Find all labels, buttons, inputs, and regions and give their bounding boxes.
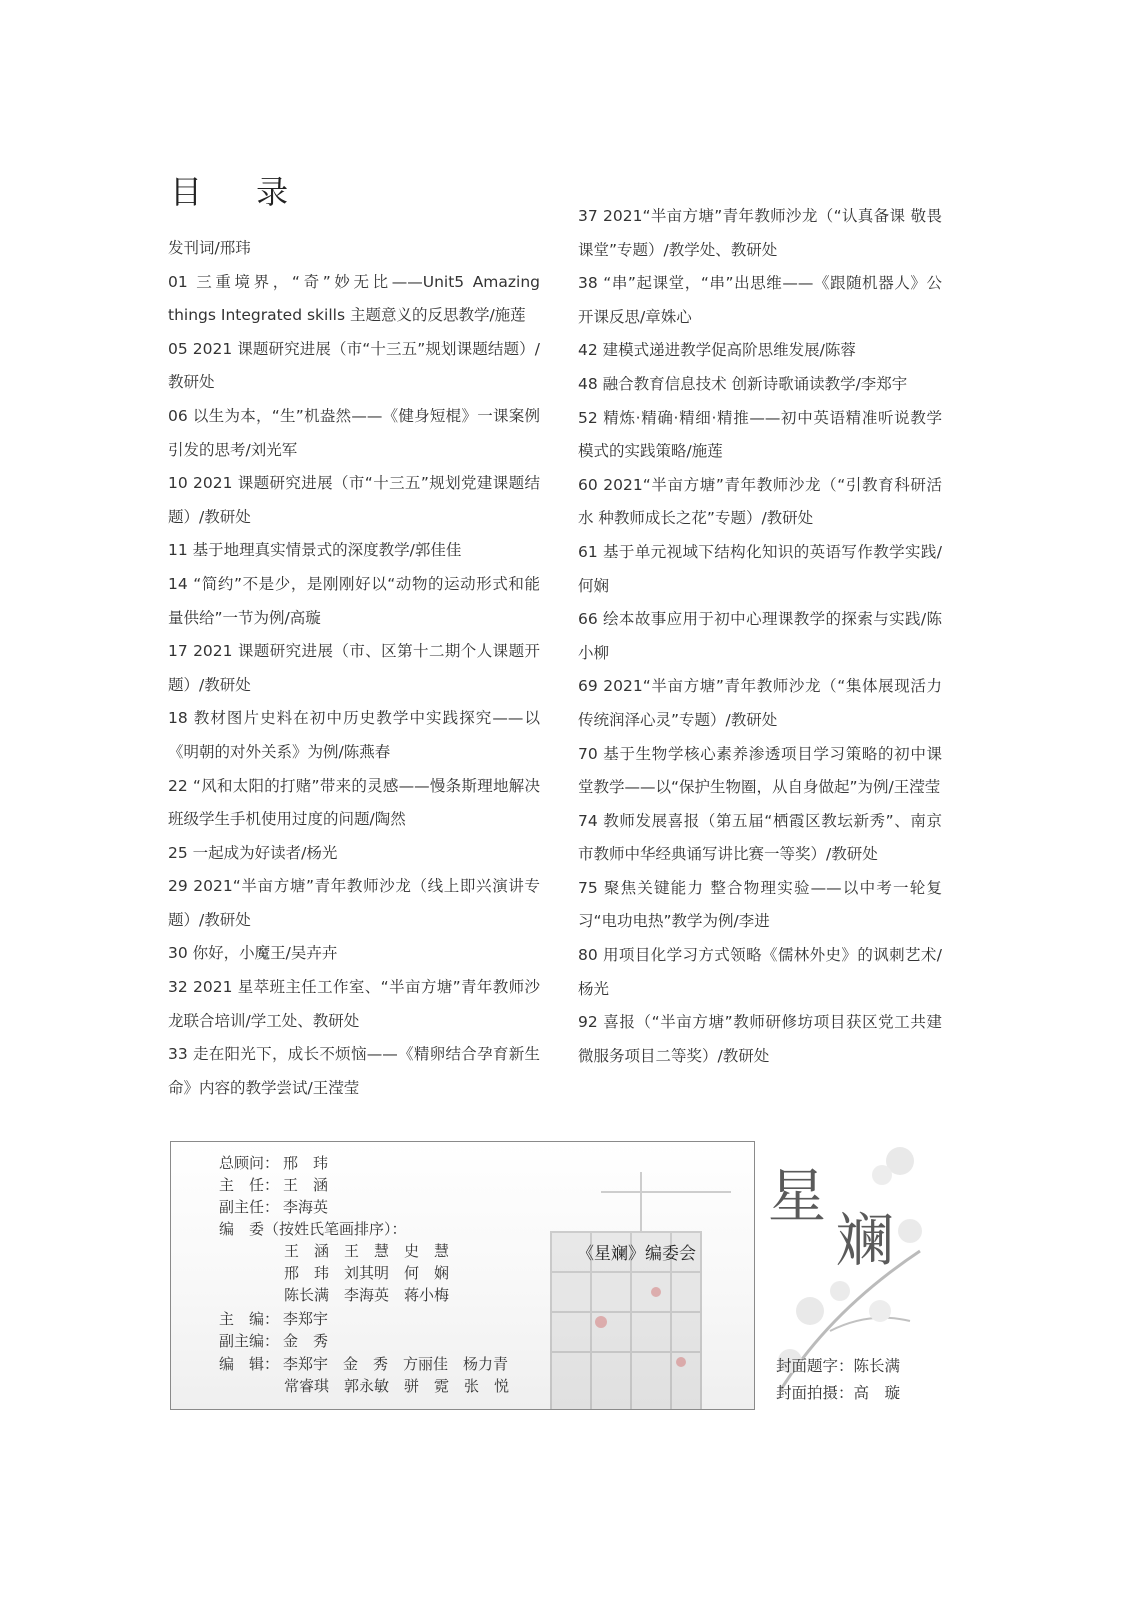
cover-inscription-credit: 封面题字：陈长满 [776,1357,901,1375]
committee-line: 陈长满 李海英 蒋小梅 [284,1286,450,1304]
toc-entry[interactable]: 37 2021“半亩方塘”青年教师沙龙（“认真备课 敬畏课堂”专题）/教学处、教研处 [578,207,942,259]
vice-chief-name: 金 秀 [283,1332,329,1350]
editors-names: 李郑宇 金 秀 方丽佳 杨力青 [283,1355,509,1373]
toc-entry[interactable]: 10 2021 课题研究进展（市“十三五”规划党建课题结题）/教研处 [168,474,540,526]
toc-entry[interactable]: 01 三重境界，“奇”妙无比——Unit5 Amazing things Integrated skills 主题意义的反思教学/施莲 [168,272,540,325]
toc-entry[interactable]: 30 你好，小魔王/吴卉卉 [168,944,338,963]
editors-label: 编 辑： [219,1355,280,1373]
board-name: 《星斓》编委会 [577,1244,696,1264]
advisor-name: 邢 玮 [283,1154,329,1172]
toc-entry[interactable]: 33 走在阳光下，成长不烦恼——《精卵结合孕育新生命》内容的教学尝试/王滢莹 [168,1045,540,1097]
committee-line: 邢 玮 刘其明 何 娴 [284,1264,450,1282]
chief-editor-name: 李郑宇 [283,1310,329,1328]
advisor-label: 总顾问： [219,1154,280,1172]
toc-entry[interactable]: 22 “风和太阳的打赌”带来的灵感——慢条斯理地解决班级学生手机使用过度的问题/陶然 [168,776,540,829]
toc-entry[interactable]: 61 基于单元视域下结构化知识的英语写作教学实践/何娴 [578,542,942,595]
committee-line: 王 涵 王 慧 史 慧 [284,1242,450,1260]
toc-entry[interactable]: 18 教材图片史料在初中历史教学中实践探究——以《明朝的对外关系》为例/陈燕春 [168,709,540,761]
committee-label: 编 委（按姓氏笔画排序）： [219,1220,407,1238]
advisor-row [219,1152,328,1174]
toc-entry[interactable]: 92 喜报（“半亩方塘”教师研修坊项目获区党工共建微服务项目二等奖）/教研处 [578,1013,942,1065]
cover-photo-credit: 封面拍摄：高 璇 [776,1384,901,1402]
toc-entry[interactable]: 75 聚焦关键能力 整合物理实验——以中考一轮复习“电功电热”教学为例/李进 [578,878,942,931]
vice-chief-row [219,1330,328,1352]
director-row [219,1174,328,1196]
toc-entry[interactable]: 52 精炼·精确·精细·精推——初中英语精准听说教学模式的实践策略/施莲 [578,408,942,461]
editors-row [219,1353,508,1375]
editorial-board-box [170,1141,755,1410]
toc-entry[interactable]: 05 2021 课题研究进展（市“十三五”规划课题结题）/教研处 [168,339,540,392]
vice-director-name: 李海英 [283,1198,329,1216]
vice-director-row [219,1196,328,1218]
toc-entry[interactable]: 60 2021“半亩方塘”青年教师沙龙（“引教育科研活水 种教师成长之花”专题）/教研处 [578,475,942,528]
toc-entry[interactable]: 发刊词/邢玮 [168,239,251,257]
toc-entry[interactable]: 11 基于地理真实情景式的深度教学/郭佳佳 [168,541,462,560]
toc-entry[interactable]: 06 以生为本，“生”机盎然——《健身短棍》一课案例引发的思考/刘光军 [168,406,540,459]
toc-entry[interactable]: 42 建模式递进教学促高阶思维发展/陈蓉 [578,341,856,360]
director-name: 王 涵 [283,1176,329,1194]
toc-entry[interactable]: 48 融合教育信息技术 创新诗歌诵读教学/李郑宇 [578,374,908,393]
editors-line: 常睿琪 郭永敏 骈 霓 张 悦 [284,1377,510,1395]
vice-director-label: 副主任： [219,1198,280,1216]
toc-entry[interactable]: 14 “简约”不是少，是刚刚好以“动物的运动形式和能量供给”一节为例/高璇 [168,574,540,627]
toc-entry[interactable]: 74 教师发展喜报（第五届“栖霞区教坛新秀”、南京市教师中华经典诵写讲比赛一等奖）/教研处 [578,811,942,864]
toc-entry[interactable]: 70 基于生物学核心素养渗透项目学习策略的初中课堂教学——以“保护生物圈，从自身做起”为例/王滢莹 [578,744,942,797]
building-photo-background [531,1172,755,1410]
toc-entry[interactable]: 17 2021 课题研究进展（市、区第十二期个人课题开题）/教研处 [168,642,540,694]
logo-char-xing: 星 [768,1162,827,1230]
logo-char-lan: 斓 [836,1206,895,1274]
chief-editor-row [219,1308,328,1330]
toc-entry[interactable]: 38 “串”起课堂，“串”出思维——《跟随机器人》公开课反思/章姝心 [578,274,942,326]
toc-left-column [168,232,540,1105]
toc-entry[interactable]: 25 一起成为好读者/杨光 [168,843,338,862]
page-title: 目 录 [170,173,311,212]
toc-entry[interactable]: 66 绘本故事应用于初中心理课教学的探索与实践/陈小柳 [578,610,942,662]
toc-entry[interactable]: 69 2021“半亩方塘”青年教师沙龙（“集体展现活力 传统润泽心灵”专题）/教研处 [578,677,942,729]
chief-editor-label: 主 编： [219,1310,280,1328]
toc-entry[interactable]: 32 2021 星萃班主任工作室、“半亩方塘”青年教师沙龙联合培训/学工处、教研处 [168,978,540,1030]
toc-right-column [578,200,942,1073]
toc-entry[interactable]: 80 用项目化学习方式领略《儒林外史》的讽刺艺术/杨光 [578,946,942,998]
toc-entry[interactable]: 29 2021“半亩方塘”青年教师沙龙（线上即兴演讲专题）/教研处 [168,877,540,929]
director-label: 主 任： [219,1176,280,1194]
vice-chief-label: 副主编： [219,1332,280,1350]
